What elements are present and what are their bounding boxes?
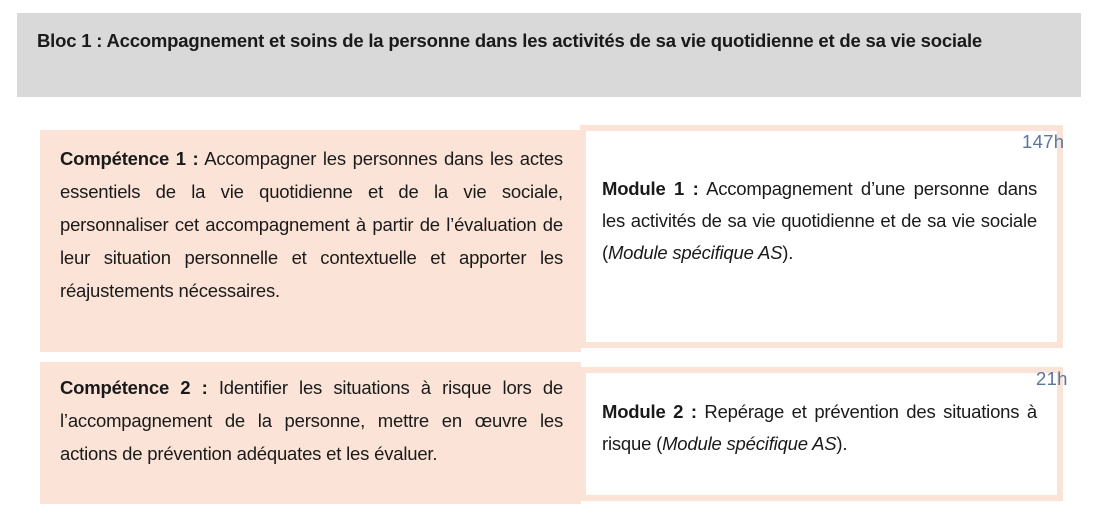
module-1-text: Accompagnement d’une personne dans les activités de sa vie quotidienne et de sa vie sociale ( bbox=[602, 178, 1037, 263]
module-1-suffix: ). bbox=[782, 242, 794, 263]
competence-2-text: Identifier les situations à risque lors de l’accompagnement de la personne, mettre en œuvre les actions de prévention adéquates et les évaluer. bbox=[60, 377, 563, 464]
bloc-title: Bloc 1 : Accompagnement et soins de la personne dans les activités de sa vie quotidienne et de sa vie sociale bbox=[37, 30, 982, 51]
module-1-label: Module 1 : bbox=[602, 178, 699, 199]
module-2-label: Module 2 : bbox=[602, 401, 697, 422]
module-1-hours: 147h bbox=[1022, 131, 1065, 152]
module-2-text: Repérage et prévention des situations à risque ( bbox=[602, 401, 1037, 454]
module-2-hours: 21h bbox=[1036, 368, 1068, 389]
competence-2-cell bbox=[40, 362, 581, 504]
competence-1-label: Compétence 1 : bbox=[60, 148, 199, 169]
competence-1-cell bbox=[40, 130, 581, 352]
module-2-cell bbox=[580, 367, 1063, 501]
bloc-header bbox=[17, 13, 1081, 97]
module-2-suffix: ). bbox=[836, 433, 848, 454]
competence-1-text: Accompagner les personnes dans les actes essentiels de la vie quotidienne et de la vie sociale, personnaliser cet accompagnement à partir de l’évaluation de leur situation personnelle et contextuelle et apporter les réajustements nécessaires. bbox=[60, 148, 563, 301]
module-1-type: Module spécifique AS bbox=[607, 242, 783, 263]
module-2-type: Module spécifique AS bbox=[662, 433, 837, 454]
competence-2-label: Compétence 2 : bbox=[60, 377, 208, 398]
module-1-cell bbox=[580, 125, 1063, 348]
